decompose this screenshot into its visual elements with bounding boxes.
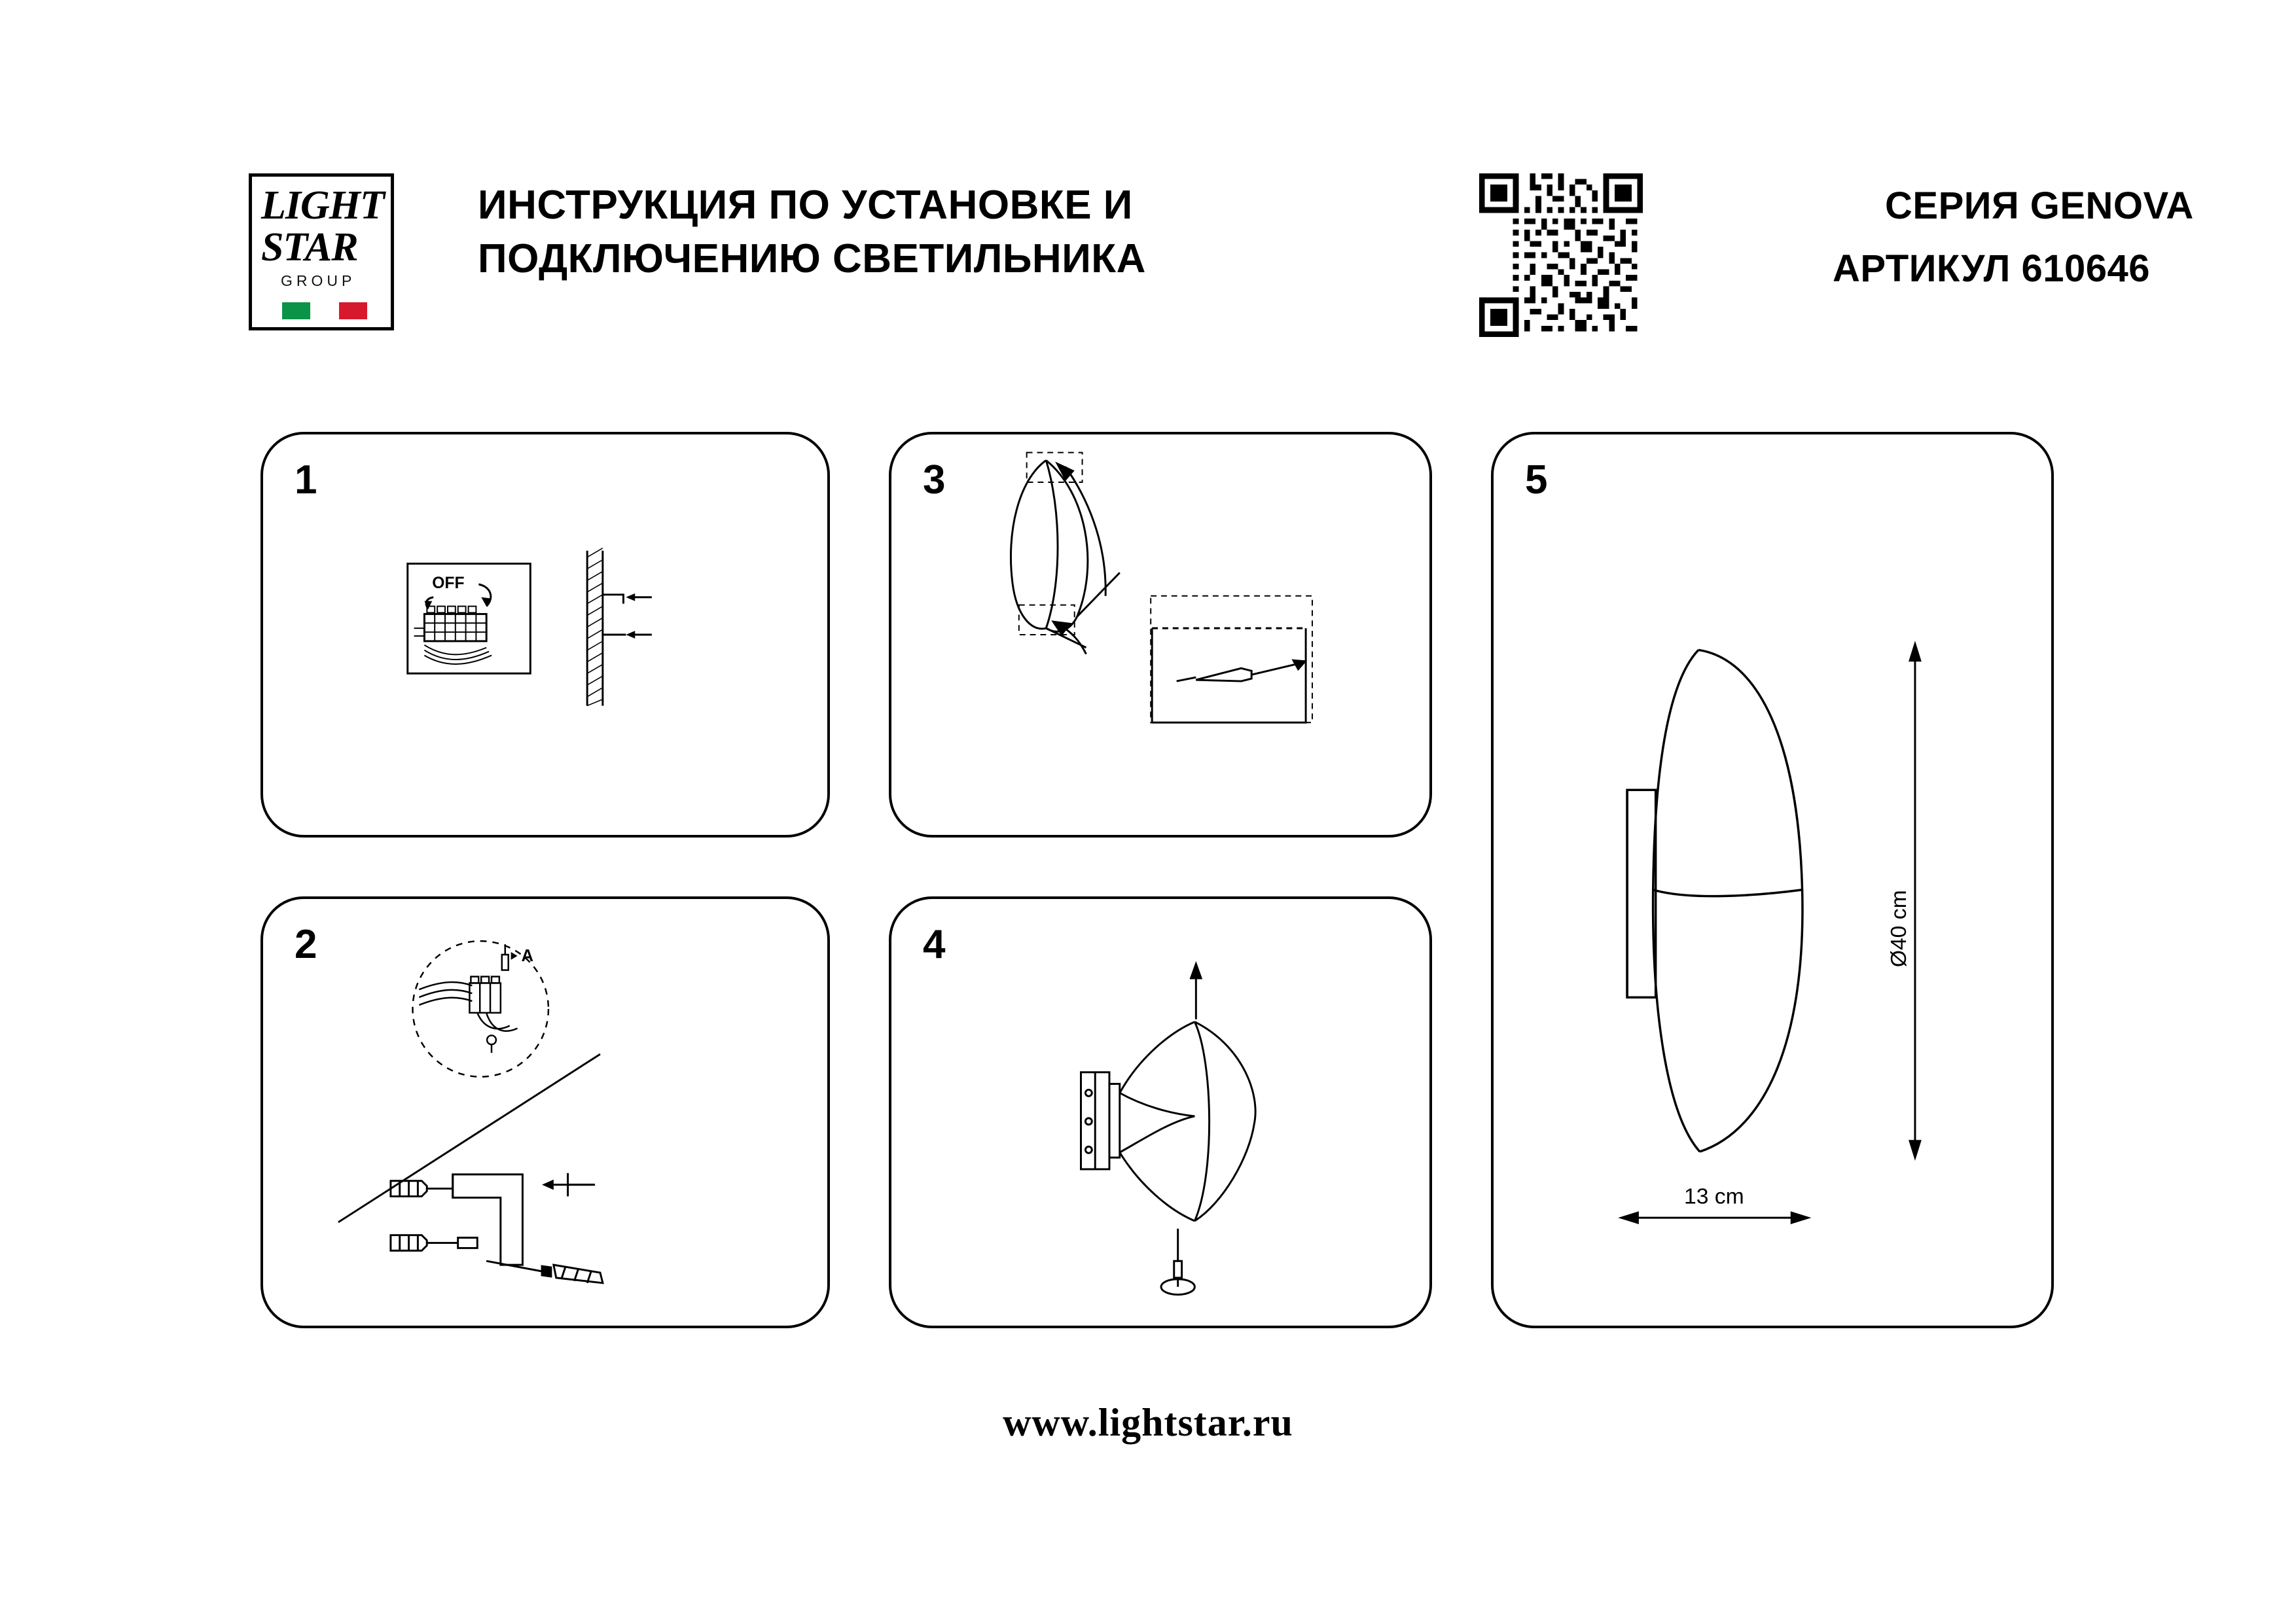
step-number-2: 2	[295, 922, 317, 967]
qr-code-icon	[1479, 173, 1643, 337]
step-panel-2	[260, 896, 830, 1328]
step-2-illustration	[263, 899, 827, 1326]
product-article: АРТИКУЛ 610646	[1833, 247, 2150, 290]
logo-text-light: LIGHT	[261, 183, 384, 228]
dimension-depth-label: 13 cm	[1683, 1184, 1744, 1209]
step-number-1: 1	[295, 457, 317, 503]
dimension-diameter-label: Ø40 cm	[1887, 890, 1912, 968]
step-2-a-label: A	[521, 946, 533, 965]
page-title-line1: ИНСТРУКЦИЯ ПО УСТАНОВКЕ И	[478, 183, 1133, 228]
step-3-illustration	[891, 434, 1429, 835]
document-header	[249, 167, 2194, 337]
step-1-off-label: OFF	[432, 574, 465, 592]
brand-logo	[249, 173, 394, 330]
logo-text-star: STAR	[261, 225, 358, 270]
step-4-illustration	[891, 899, 1429, 1326]
dimension-arrow-down	[1909, 1140, 1922, 1161]
step-number-3: 3	[923, 457, 946, 503]
dimension-arrow-up	[1909, 641, 1922, 662]
dimension-arrow-left	[1618, 1211, 1639, 1224]
step-panel-5	[1491, 432, 2054, 1328]
dimension-arrow-right	[1791, 1211, 1812, 1224]
step-panel-3	[889, 432, 1432, 838]
logo-text-group: GROUP	[281, 272, 356, 289]
italian-flag-icon	[282, 302, 367, 319]
product-series: СЕРИЯ GENOVA	[1885, 185, 2194, 227]
page-title	[478, 179, 1263, 286]
step-panel-1	[260, 432, 830, 838]
step-number-5: 5	[1525, 457, 1548, 503]
step-1-illustration	[263, 434, 827, 835]
step-panel-4	[889, 896, 1432, 1328]
footer-website[interactable]: www.lightstar.ru	[1003, 1401, 1293, 1444]
page-title-line2: ПОДКЛЮЧЕНИЮ СВЕТИЛЬНИКА	[478, 236, 1146, 281]
step-number-4: 4	[923, 922, 946, 967]
step-5-illustration	[1494, 434, 2051, 1326]
